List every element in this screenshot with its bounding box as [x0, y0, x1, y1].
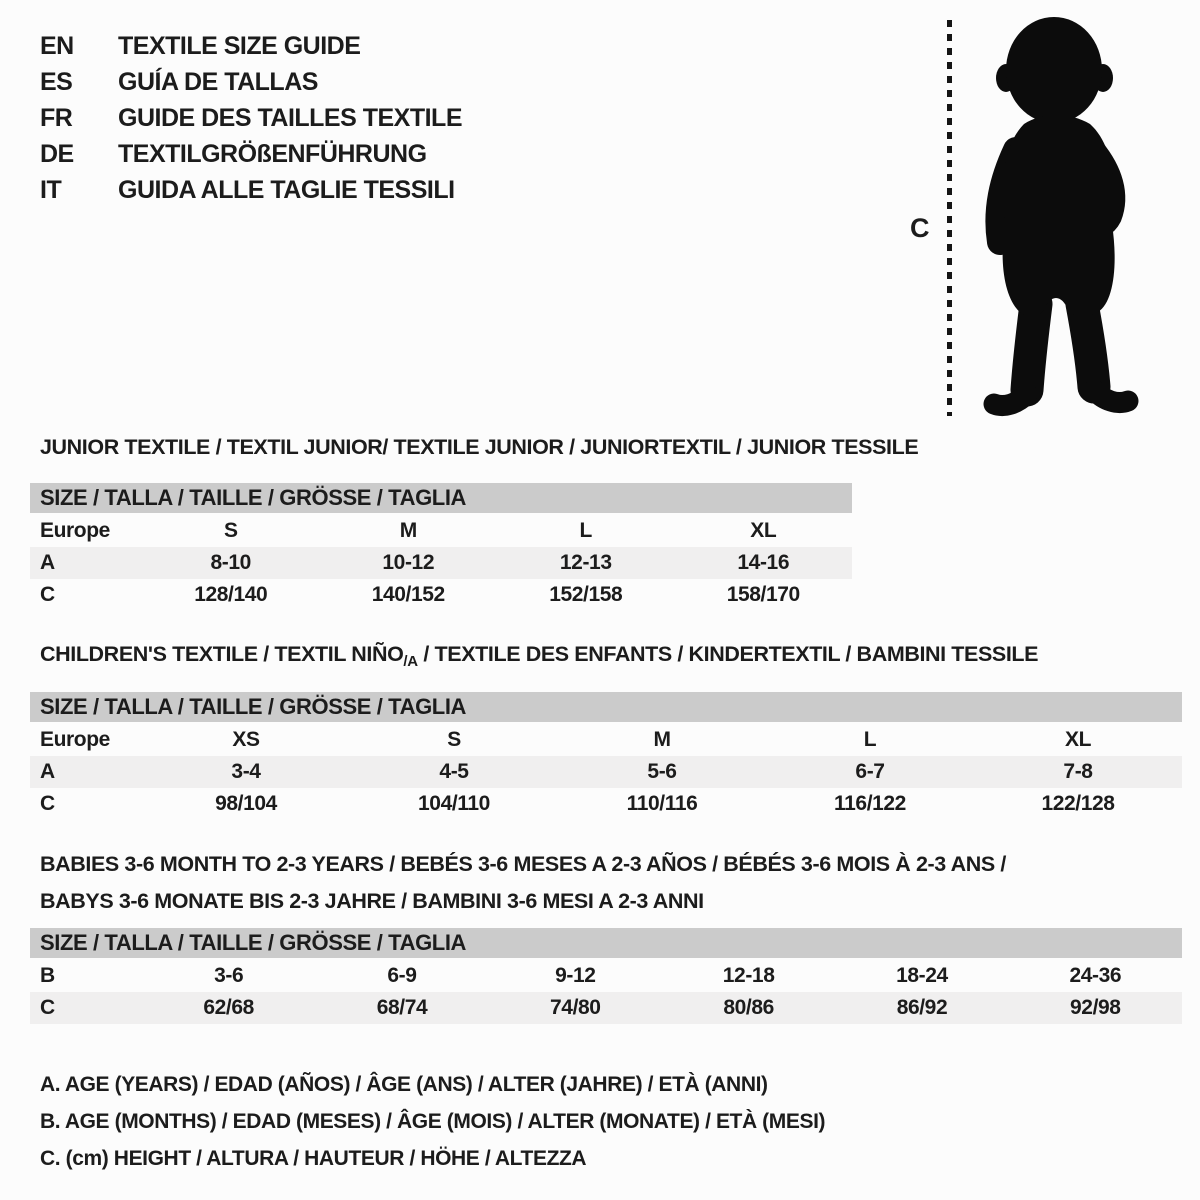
- height-cell: 104/110: [418, 792, 490, 815]
- height-cell: 110/116: [626, 792, 698, 815]
- table-row-europe: [30, 724, 1182, 756]
- height-cell: 68/74: [376, 996, 428, 1019]
- height-cell: 152/158: [549, 583, 623, 606]
- language-code: IT: [40, 176, 62, 204]
- height-cell: 122/128: [1041, 792, 1115, 815]
- language-title-list: [40, 28, 462, 208]
- size-cell: S: [447, 728, 461, 751]
- height-measure-dashed-line: [947, 20, 952, 416]
- height-cell: 92/98: [1070, 996, 1121, 1019]
- age-cell: 14-16: [737, 551, 790, 574]
- size-cell: XL: [1064, 728, 1092, 751]
- toddler-right-foot: [1094, 390, 1128, 403]
- guide-title-es: GUÍA DE TALLAS: [118, 68, 318, 96]
- children-title-suffix: / TEXTILE DES ENFANTS / KINDERTEXTIL / BAMBINI TESSILE: [417, 642, 1039, 666]
- height-measure-label: C: [910, 213, 929, 243]
- height-cell: 98/104: [215, 792, 277, 815]
- toddler-left-foot: [994, 394, 1027, 406]
- babies-section-title: [40, 846, 1006, 920]
- height-cell: 128/140: [194, 583, 268, 606]
- guide-title-it: GUIDA ALLE TAGLIE TESSILI: [118, 176, 455, 204]
- height-cell: 116/122: [834, 792, 906, 815]
- table-row-height-cm: [30, 579, 852, 611]
- row-label: Europe: [40, 519, 110, 542]
- toddler-silhouette-image: [966, 12, 1146, 422]
- children-section-title: [40, 641, 1038, 670]
- row-label: A: [40, 760, 55, 783]
- table-row-age-years: [30, 547, 852, 579]
- language-code: FR: [40, 104, 73, 132]
- size-header-bar: SIZE / TALLA / TAILLE / GRÖSSE / TAGLIA: [30, 692, 1182, 722]
- height-cell: 80/86: [723, 996, 774, 1019]
- guide-title-de: TEXTILGRÖßENFÜHRUNG: [118, 140, 427, 168]
- measure-legend: [40, 1066, 825, 1177]
- size-cell: XL: [750, 519, 777, 542]
- toddler-left-leg: [1027, 304, 1036, 390]
- age-cell: 7-8: [1063, 760, 1093, 783]
- language-row-en: [40, 28, 462, 64]
- language-row-fr: [40, 100, 462, 136]
- age-cell: 18-24: [896, 964, 948, 987]
- height-cell: 86/92: [896, 996, 948, 1019]
- language-code: DE: [40, 140, 74, 168]
- age-cell: 9-12: [555, 964, 596, 987]
- row-label: C: [40, 792, 55, 815]
- row-label: C: [40, 996, 55, 1019]
- age-cell: 5-6: [647, 760, 677, 783]
- height-cell: 140/152: [371, 583, 445, 606]
- row-label: Europe: [40, 728, 110, 751]
- table-row-europe: [30, 515, 852, 547]
- age-cell: 10-12: [382, 551, 435, 574]
- legend-height-cm: C. (cm) HEIGHT / ALTURA / HAUTEUR / HÖHE / ALTEZZA: [40, 1147, 587, 1170]
- size-header-bar: SIZE / TALLA / TAILLE / GRÖSSE / TAGLIA: [30, 928, 1182, 958]
- height-cell: 74/80: [550, 996, 601, 1019]
- age-cell: 12-18: [722, 964, 775, 987]
- size-header-bar: SIZE / TALLA / TAILLE / GRÖSSE / TAGLIA: [30, 483, 852, 513]
- row-label: C: [40, 583, 55, 606]
- age-cell: 6-9: [387, 964, 417, 987]
- size-cell: L: [579, 519, 592, 542]
- age-cell: 4-5: [439, 760, 469, 783]
- toddler-body: [1003, 115, 1115, 316]
- guide-title-en: TEXTILE SIZE GUIDE: [118, 32, 361, 60]
- guide-title-fr: GUIDE DES TAILLES TEXTILE: [118, 104, 463, 132]
- children-title-prefix: CHILDREN'S TEXTILE / TEXTIL NIÑO: [40, 642, 404, 666]
- toddler-right-leg: [1082, 304, 1094, 387]
- junior-section-title: JUNIOR TEXTILE / TEXTIL JUNIOR/ TEXTILE JUNIOR / JUNIORTEXTIL / JUNIOR TESSILE: [40, 435, 919, 459]
- table-row-height-cm: [30, 992, 1182, 1024]
- age-cell: 3-4: [231, 760, 261, 783]
- language-row-de: [40, 136, 462, 172]
- babies-title-line-1: BABIES 3-6 MONTH TO 2-3 YEARS / BEBÉS 3-6 MESES A 2-3 AÑOS / BÉBÉS 3-6 MOIS À 2-3 ANS /: [40, 852, 1006, 876]
- age-cell: 8-10: [210, 551, 251, 574]
- age-cell: 12-13: [559, 551, 612, 574]
- age-cell: 3-6: [214, 964, 244, 987]
- table-row-height-cm: [30, 788, 1182, 820]
- size-cell: L: [863, 728, 877, 751]
- junior-size-table: [30, 483, 852, 611]
- language-row-es: [40, 64, 462, 100]
- babies-size-table: [30, 928, 1182, 1024]
- row-label: B: [40, 964, 55, 987]
- language-code: ES: [40, 68, 73, 96]
- height-cell: 62/68: [203, 996, 254, 1019]
- row-label: A: [40, 551, 55, 574]
- language-row-it: [40, 172, 462, 208]
- height-cell: 158/170: [726, 583, 800, 606]
- size-cell: S: [223, 519, 238, 542]
- legend-age-months: B. AGE (MONTHS) / EDAD (MESES) / ÂGE (MOIS) / ALTER (MONATE) / ETÀ (MESI): [40, 1110, 826, 1133]
- table-row-age-months: [30, 960, 1182, 992]
- size-cell: M: [653, 728, 671, 751]
- children-title-subscript: /A: [403, 653, 418, 670]
- size-cell: XS: [232, 728, 260, 751]
- toddler-head: [1006, 17, 1102, 123]
- age-cell: 6-7: [855, 760, 885, 783]
- children-size-table: [30, 692, 1182, 820]
- table-row-age-years: [30, 756, 1182, 788]
- language-code: EN: [40, 32, 74, 60]
- age-cell: 24-36: [1069, 964, 1122, 987]
- size-cell: M: [399, 519, 417, 542]
- legend-age-years: A. AGE (YEARS) / EDAD (AÑOS) / ÂGE (ANS) / ALTER (JAHRE) / ETÀ (ANNI): [40, 1073, 768, 1096]
- babies-title-line-2: BABYS 3-6 MONATE BIS 2-3 JAHRE / BAMBINI 3-6 MESI A 2-3 ANNI: [40, 889, 704, 913]
